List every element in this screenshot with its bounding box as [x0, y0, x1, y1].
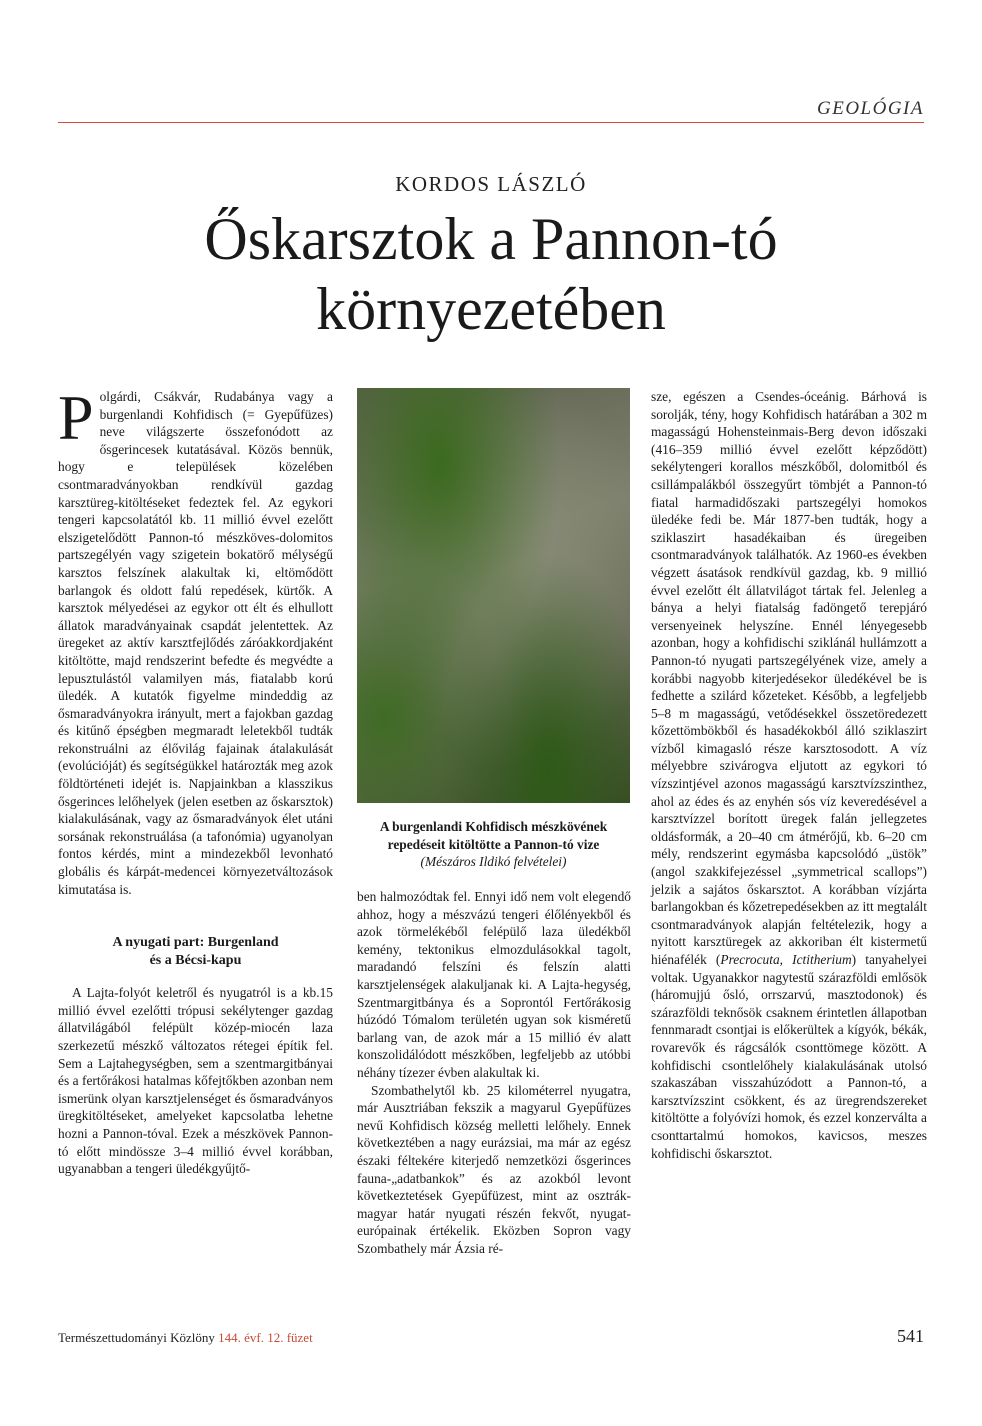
- header-rule: [58, 122, 924, 123]
- title-line-1: Őskarsztok a Pannon-tó: [204, 206, 778, 272]
- journal-name: Természettudományi Közlöny: [58, 1330, 215, 1345]
- page-number: 541: [897, 1326, 924, 1346]
- section-tag: GEOLÓGIA: [817, 98, 924, 119]
- section-heading-line-2: és a Bécsi-kapu: [149, 953, 242, 969]
- column-2: [357, 888, 631, 1257]
- col3-text-end: ) tanyahelyei voltak. Ugyanakkor nagytestű szárazföldi emlősök (háromujjú ősló, orrszarvú, masztodonok) és szárazföldi teknősök csaknem érintetlen állapotban fennmaradt csontjai is előkerültek a kígyók, békák, rovarevők és rágcsálók csonttömege között. A kohfidischi csontlelőhely kialakulásának utolsó szakaszában visszahúzódott a Pannon-tó, a karsztvízszint csökkent, és az üregrendszereket kitöltötte a folyóvízi homok, és ezzel konzerválta a csonttartalmú homokos, kavicsos, meszes kohfidischi őskarsztot.: [651, 952, 927, 1161]
- section-heading-line-1: A nyugati part: Burgenland: [112, 935, 279, 951]
- col2-paragraph-2: Szombathelytől kb. 25 kilométerrel nyugatra, már Ausztriában fekszik a magyarul Gyepűfüzes nevű Kohfidisch község melletti lelőhely. Ennek következtében a nagy eurázsiai, ma már az egész északi féltekére kiterjedő nemzetközi ősgerinces fauna-„adatbankok” és az azokból levont következtetések Gyepűfüzest, mint az osztrák-magyar határ nyugati részén fekvőt, nyugat-európainak értékelik. Eközben Sopron vagy Szombathely már Ázsia ré-: [357, 1082, 631, 1256]
- drop-cap: P: [58, 382, 94, 453]
- article-title: [60, 204, 922, 344]
- caption-line-1: A burgenlandi Kohfidisch mészkövének: [379, 819, 608, 834]
- col3-paragraph: [651, 388, 927, 1162]
- column-3: [651, 388, 927, 1162]
- col2-paragraph-1: ben halmozódtak fel. Ennyi idő nem volt elegendő ahhoz, hogy a mészvázú tengeri élőlényekből és azok törmelékéből felépülő laza üledékből kemény, tektonikus elmozdulásokkal tagolt, maradandó felszíni és felszín alatti karsztjelenségek alakuljanak ki. A Lajta-hegység, Szentmargitbánya és a Soprontól Fertőrákosig húzódó Tómalom területén ugyan sok kisméretű barlang van, de azok már a 15 millió év alatt konszolidálódott mészkőben, legfeljebb az utóbbi néhány tízezer évben alakultak ki.: [357, 889, 631, 1080]
- section-heading: [58, 934, 333, 970]
- taxon-names: Precrocuta, Ictitherium: [720, 952, 852, 967]
- footer: [58, 1330, 313, 1346]
- photo-credit: (Mészáros Ildikó felvételei): [420, 854, 567, 870]
- intro-text: olgárdi, Csákvár, Rudabánya vagy a burgenlandi Kohfidisch (= Gyepűfüzes) neve világszerte összefonódott az ősgerincesek kutatásával. Közös bennük, hogy e települések közelében csontmaradványokban rendkívül gazdag karsztüreg-kitöltéseket fedeztek fel. Az egykori tengeri kapcsolatától kb. 11 millió évvel ezelőtt elszigetelődött Pannon-tó mészköves-dolomitos partszegélyén vagy szigetein bokatörő mélységű karsztos felszínek alakultak ki, eltömődött barlangok és oldott falú repedések, kürtők. A karsztok mélyedései az egykor ott élt és elhullott állatok maradványainak csapdát jelentettek. Az üregeket az aktív karsztfejlődés záróakkordjaként kitöltötte, majd rendszerint befedte és megvédte a lepusztulástól valamilyen más, fiatalabb korú üledék. A kutatók figyelme mindeddig az ősmaradványokra irányult, mert a fajokban gazdag és kitűnő épségben megmaradt leletekből tudták rekonstruálni az élővilág fajainak átalakulását (evolúcióját) és segítségükkel határozták meg azok földtörténeti idejét is. Napjainkban a klasszikus ősgerinces lelőhelyek (jelen esetben az őskarsztok) kialakulásának, vagy az ősmaradványok élet utáni sorsának rekonstruálása (a tafonómia) ugyanolyan fontos kérdés, mint a mindezekből levonható globális és kárpát-medencei környezetváltozások kimutatása is.: [58, 389, 333, 897]
- figure-caption: [357, 818, 630, 871]
- author: KORDOS LÁSZLÓ: [395, 172, 587, 196]
- column-1: [58, 382, 333, 1178]
- intro-paragraph: [58, 382, 333, 898]
- col3-text: sze, egészen a Csendes-óceánig. Bárhová is sorolják, tény, hogy Kohfidisch határában a 302 m magasságú Hohensteinmais-Berg devon időszaki (416–359 millió évvel ezelőtt képződött) sekélytengeri korallos mészkőből, dolomitból és csillámpalákból összegyűrt tömbjét a Pannon-tó fiatal harmadidőszaki partszegélyi homokos üledéke fedi be. Már 1877-ben tudták, hogy a sziklaszirt hasadékaiban és üregeiben csontmaradványok találhatók. Az 1960-es években végzett ásatások rendkívül gazdag, kb. 9 millió évvel ezelőtt élt állatvilágot tártak fel. Jelenleg a bánya a helyi fiatalság fadöngető terepjáró versenyeinek helyszíne. Ennél lényegesebb azonban, hogy a kohfidischi sziklánál hullámzott a Pannon-tó nyugati partszegélyének vize, amely a korábbi nagyobb kiterjedésekor üledékével be is fedhette a szilárd kőzeteket. Később, a legfeljebb 5–8 m magasságú, vetődésekkel összetöredezett kőzettömbökből és hasadékokból álló sziklaszirt vízből kimagasló része karsztosodott. A víz mélyebbre szivárogva eljutott az egykori tó vízszintjével azonos magasságú karsztvízszinthez, ahol az édes és az enyhén sós víz keveredésével a karsztvízzel borított üregek falán jellegzetes oldásformák, a 20–40 cm átmérőjű, kb. 6–20 cm mély, rendszerint egymásba kapcsolódó „üstök” (angol szakkifejezéssel „symmetrical scallops”) jelzik a sajátos őskarsztot. A korábban vízjárta barlangokban és kőzetrepedésekben az itt megtalált csontmaradványok alapján feltételezik, hogy a nyitott karsztüregek az akkoriban élt kistermetű hiénafélék (: [651, 389, 927, 967]
- limestone-photo: [357, 388, 630, 803]
- section-paragraph: A Lajta-folyót keletről és nyugatról is a kb.15 millió évvel ezelőtti trópusi sekélytenger gazdag állatvilágából felépült közép-miocén laza szerkezetű mészkő változatos rétegei építik fel. Sem a Lajtahegységben, sem a szentmargitbányai és a fertőrákosi hatalmas kőfejtőkben azonban nem ismerünk olyan karsztjelenséget és ősmaradványos üregkitöltéseket, amelyeket kapcsolatba lehetne hozni a Pannon-tóval. Ezek a mészkövek Pannon-tó előtt mindössze 3–4 millió évvel korábban, ugyanabban a tengeri üledékgyűjtő-: [58, 985, 333, 1177]
- caption-line-2: repedéseit kitöltötte a Pannon-tó vize: [387, 836, 600, 852]
- issue-info: 144. évf. 12. füzet: [218, 1330, 313, 1345]
- title-line-2: környezetében: [316, 276, 666, 342]
